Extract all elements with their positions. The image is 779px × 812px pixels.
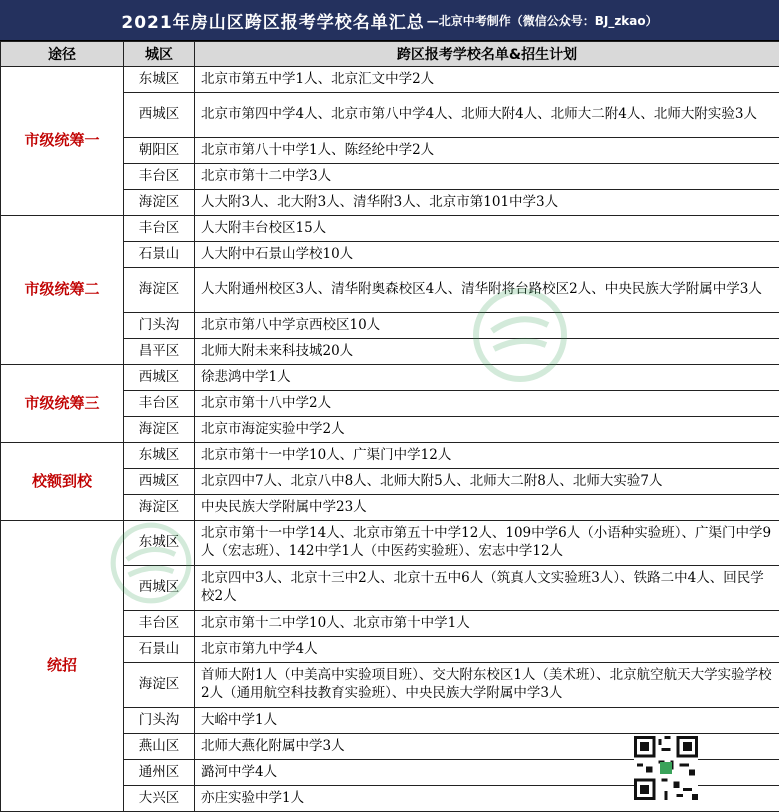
district-cell: 石景山: [124, 242, 195, 268]
schools-cell: 北京市第十八中学2人: [195, 391, 779, 417]
table-row: [1, 67, 779, 93]
table-row: [1, 521, 779, 566]
schools-cell: 北京市海淀实验中学2人: [195, 417, 779, 443]
header-district: 城区: [124, 42, 195, 67]
schools-cell: 北京市第八中学京西校区10人: [195, 313, 779, 339]
district-cell: 燕山区: [124, 734, 195, 760]
route-cell: 市级统筹三: [1, 365, 124, 443]
schools-cell: 人大附通州校区3人、清华附奥森校区4人、清华附将台路校区2人、中央民族大学附属中学3人: [195, 268, 779, 313]
schools-cell: 人大附中石景山学校10人: [195, 242, 779, 268]
district-cell: 东城区: [124, 521, 195, 566]
route-cell: 市级统筹一: [1, 67, 124, 216]
schools-cell: 北京市第八十中学1人、陈经纶中学2人: [195, 138, 779, 164]
schools-cell: 北京四中7人、北京八中8人、北师大附5人、北师大二附8人、北师大实验7人: [195, 469, 779, 495]
district-cell: 海淀区: [124, 417, 195, 443]
district-cell: 门头沟: [124, 708, 195, 734]
schools-cell: 北师大附未来科技城20人: [195, 339, 779, 365]
title-subtitle: —北京中考制作（微信公众号：BJ_zkao）: [427, 12, 658, 29]
schools-cell: 人大附3人、北大附3人、清华附3人、北京市第101中学3人: [195, 190, 779, 216]
schools-cell: 首师大附1人（中美高中实验项目班）、交大附东校区1人（美术班）、北京航空航天大学实验学校2人（通用航空科技教育实验班）、中央民族大学附属中学3人: [195, 663, 779, 708]
schools-cell: 北京市第九中学4人: [195, 637, 779, 663]
qr-code-icon: [634, 736, 698, 800]
schools-cell: 潞河中学4人: [195, 760, 779, 786]
schools-cell: 徐悲鸿中学1人: [195, 365, 779, 391]
schools-cell: 北京市第四中学4人、北京市第八中学4人、北师大附4人、北师大二附4人、北师大附实验3人: [195, 93, 779, 138]
district-cell: 朝阳区: [124, 138, 195, 164]
district-cell: 昌平区: [124, 339, 195, 365]
schools-cell: 中央民族大学附属中学23人: [195, 495, 779, 521]
district-cell: 西城区: [124, 93, 195, 138]
district-cell: 大兴区: [124, 786, 195, 812]
school-table: [0, 41, 779, 812]
schools-cell: 北京市第十二中学10人、北京市第十中学1人: [195, 611, 779, 637]
district-cell: 西城区: [124, 365, 195, 391]
district-cell: 丰台区: [124, 216, 195, 242]
page-title: [0, 0, 779, 41]
header-route: 途径: [1, 42, 124, 67]
district-cell: 西城区: [124, 469, 195, 495]
district-cell: 西城区: [124, 566, 195, 611]
district-cell: 东城区: [124, 443, 195, 469]
district-cell: 海淀区: [124, 663, 195, 708]
schools-cell: 北师大燕化附属中学3人: [195, 734, 779, 760]
header-schools: 跨区报考学校名单&招生计划: [195, 42, 779, 67]
route-cell: 市级统筹二: [1, 216, 124, 365]
route-cell: 统招: [1, 521, 124, 812]
route-cell: 校额到校: [1, 443, 124, 521]
schools-cell: 北京市第五中学1人、北京汇文中学2人: [195, 67, 779, 93]
table-row: [1, 365, 779, 391]
district-cell: 海淀区: [124, 495, 195, 521]
district-cell: 海淀区: [124, 190, 195, 216]
district-cell: 丰台区: [124, 611, 195, 637]
district-cell: 丰台区: [124, 164, 195, 190]
schools-cell: 北京市第十二中学3人: [195, 164, 779, 190]
schools-cell: 北京市第十一中学10人、广渠门中学12人: [195, 443, 779, 469]
schools-cell: 人大附丰台校区15人: [195, 216, 779, 242]
district-cell: 东城区: [124, 67, 195, 93]
district-cell: 石景山: [124, 637, 195, 663]
schools-cell: 北京市第十一中学14人、北京市第五十中学12人、109中学6人（小语种实验班）、广渠门中学9人（宏志班）、142中学1人（中医药实验班）、宏志中学12人: [195, 521, 779, 566]
schools-cell: 北京四中3人、北京十三中2人、北京十五中6人（筑真人文实验班3人）、铁路二中4人、回民学校2人: [195, 566, 779, 611]
title-main: 2021年房山区跨区报考学校名单汇总: [121, 8, 424, 33]
header-row: [1, 42, 779, 67]
table-row: [1, 443, 779, 469]
district-cell: 门头沟: [124, 313, 195, 339]
district-cell: 海淀区: [124, 268, 195, 313]
district-cell: 丰台区: [124, 391, 195, 417]
district-cell: 通州区: [124, 760, 195, 786]
table-row: [1, 216, 779, 242]
schools-cell: 大峪中学1人: [195, 708, 779, 734]
schools-cell: 亦庄实验中学1人: [195, 786, 779, 812]
